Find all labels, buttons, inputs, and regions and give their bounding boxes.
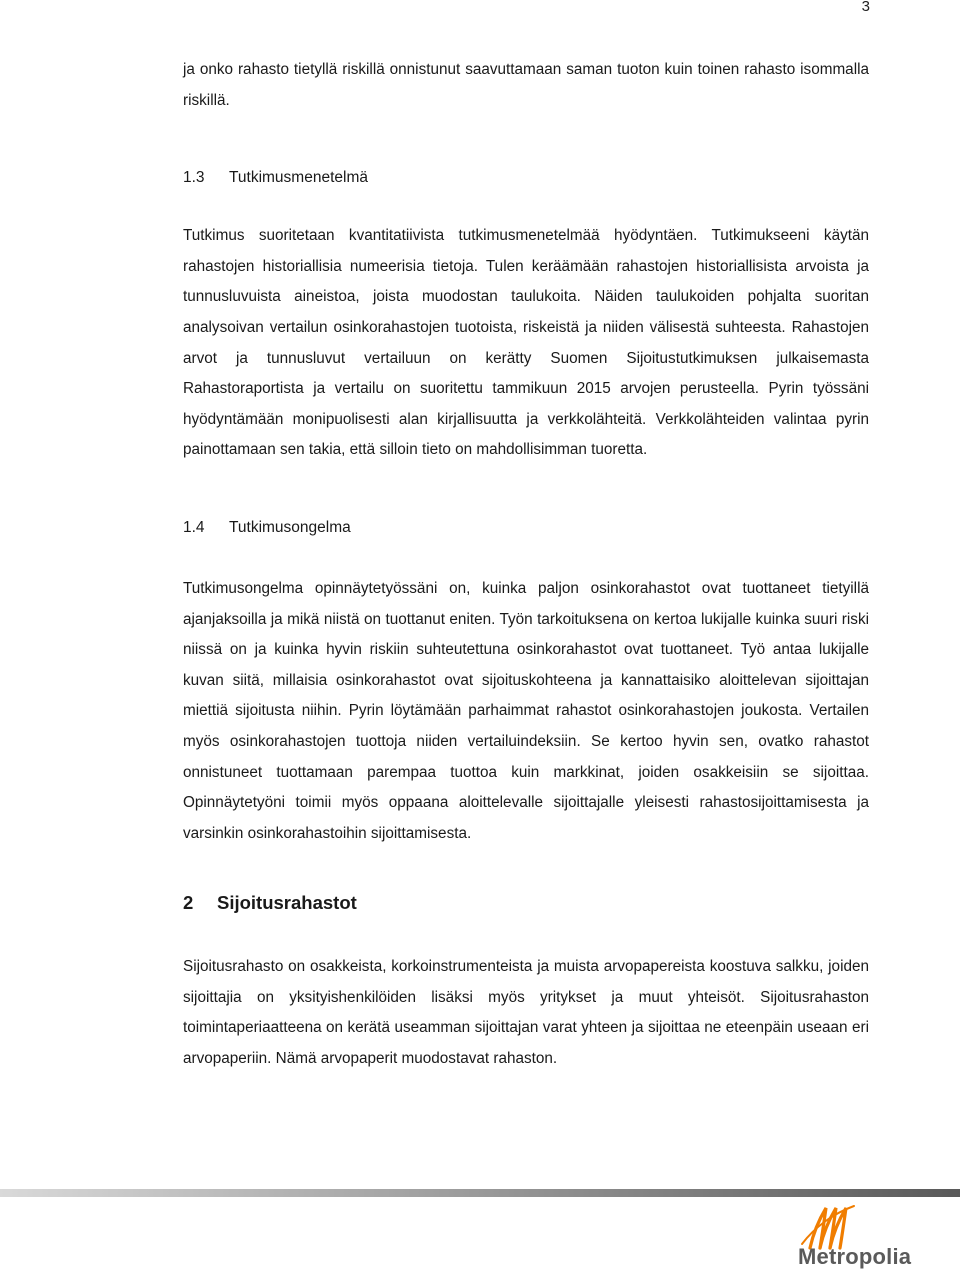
page-body bbox=[183, 55, 869, 1075]
paragraph-problem: Tutkimusongelma opinnäytetyössäni on, kuinka paljon osinkorahastot ovat tuottaneet tietyillä ajanjaksoilla ja mikä niistä on tuottanut eniten. Työn tarkoituksena on kertoa lukijalle kuinka suuri riski niissä on ja kuinka hyvin riskiin suhteutettuna osinkorahastot ovat tuottaneet. Työ antaa lukijalle kuvan siitä, millaisia osinkorahastot ovat sijoituskohteena ja kannattaisiko aloittelevan sijoittajan miettiä sijoitusta niihin. Pyrin löytämään parhaimmat rahastot osinkorahastojen joukosta. Vertailen myös osinkorahastojen tuottoja niiden vertailuindeksiin. Se kertoo hyvin sen, ovatko rahastot onnistuneet tuottamaan parempaa tuottoa kuin markkinat, joiden osakkeisiin se sijoittaa. Opinnäytetyöni toimii myös oppaana aloittelevalle sijoittajalle yleisesti rahastosijoittamisesta ja varsinkin osinkorahastoihin sijoittamisesta. bbox=[183, 579, 869, 842]
metropolia-logo bbox=[780, 1200, 920, 1276]
heading-title: Sijoitusrahastot bbox=[217, 892, 357, 914]
heading-1-3 bbox=[183, 163, 869, 193]
page-number: 3 bbox=[861, 0, 870, 15]
paragraph-funds: Sijoitusrahasto on osakkeista, korkoinstrumenteista ja muista arvopapereista koostuva salkku, joiden sijoittajia on yksityishenkilöiden lisäksi myös yritykset ja muut yhteisöt. Sijoitusrahaston toimintaperiaatteena on kerätä useamman sijoittajan varat yhteen ja sijoittaa ne eteenpäin useaan eri arvopaperiin. Nämä arvopaperit muodostavat rahaston. bbox=[183, 958, 869, 1068]
heading-title: Tutkimusmenetelmä bbox=[229, 169, 368, 187]
paragraph-method: Tutkimus suoritetaan kvantitatiivista tutkimusmenetelmää hyödyntäen. Tutkimukseeni käytän rahastojen historiallisia numeerisia tietoja. Tulen keräämään rahastojen historiallisista arvoista ja tunnusluvuista aineistoa, joista muodostan taulukoita. Näiden taulukoiden pohjalta suoritan analysoivan vertailun osinkorahastojen tuotoista, riskeistä ja niiden välisestä suhteesta. Rahastojen arvot ja tunnusluvut vertailuun on kerätty Suomen Sijoitustutkimuksen julkaisemasta Rahastoraportista ja vertailu on suoritettu tammikuun 2015 arvojen perusteella. Pyrin työssäni hyödyntämään monipuolisesti alan kirjallisuutta ja verkkolähteitä. Verkkolähteiden valintaa pyrin painottamaan sen takia, että silloin tieto on mahdollisimman tuoretta. bbox=[183, 227, 869, 459]
heading-number: 2 bbox=[183, 892, 194, 914]
heading-number: 1.4 bbox=[183, 518, 205, 536]
heading-title: Tutkimusongelma bbox=[229, 518, 351, 536]
heading-2 bbox=[183, 888, 869, 918]
footer-bar bbox=[0, 1189, 960, 1197]
paragraph-intro: ja onko rahasto tietyllä riskillä onnistunut saavuttamaan saman tuoton kuin toinen rahasto isommalla riskillä. bbox=[183, 61, 869, 109]
heading-1-4 bbox=[183, 513, 869, 543]
logo-text: Metropolia bbox=[798, 1244, 912, 1269]
heading-number: 1.3 bbox=[183, 169, 205, 187]
